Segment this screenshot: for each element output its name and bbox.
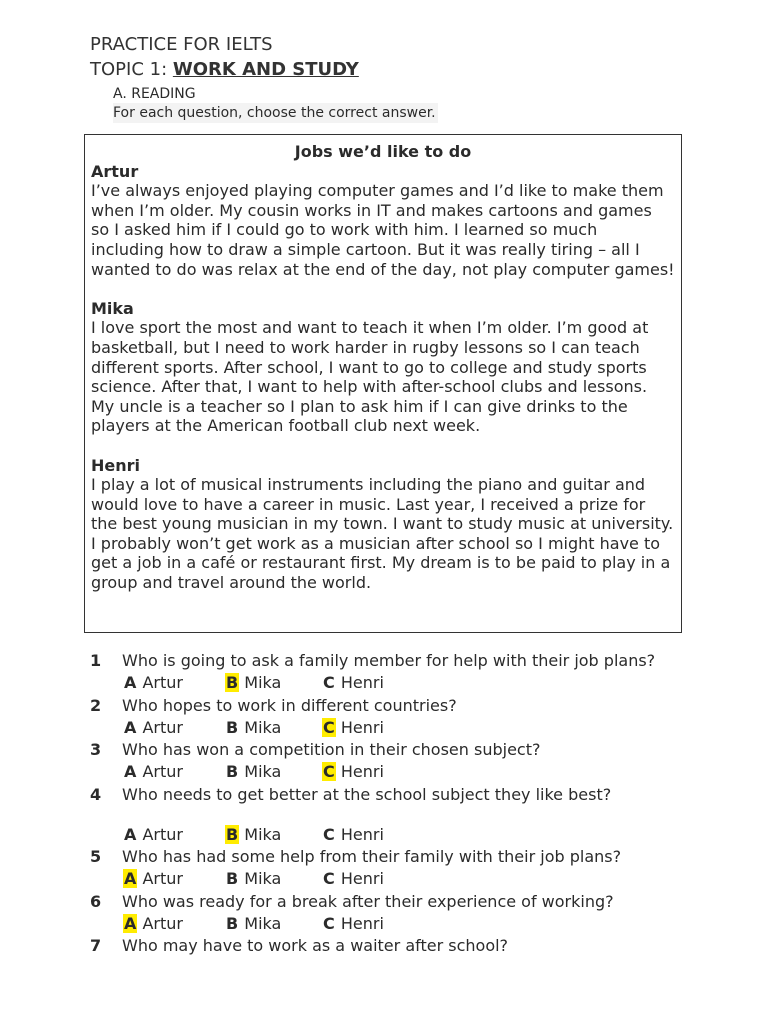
- section-label: A. READING: [113, 86, 196, 102]
- option-name: Mika: [244, 913, 282, 933]
- answer-options: [123, 761, 710, 784]
- passage-person-henri: [91, 456, 675, 593]
- question-number: 1: [90, 651, 102, 670]
- worksheet-header: [90, 32, 359, 82]
- passage-person-mika: [91, 299, 675, 436]
- question-number: 4: [90, 784, 102, 804]
- option-a[interactable]: [123, 672, 183, 695]
- option-letter: A: [124, 762, 137, 781]
- option-letter: A: [124, 717, 137, 737]
- option-letter: C: [323, 913, 335, 933]
- option-letter: C: [323, 762, 335, 781]
- answer-options: [123, 672, 710, 695]
- question-text: Who is going to ask a family member for help with their job plans?: [122, 651, 656, 670]
- question-3: [90, 739, 710, 761]
- reading-passage-box: [84, 134, 682, 633]
- option-name: Mika: [244, 673, 282, 692]
- option-c[interactable]: [322, 717, 384, 740]
- question-text: Who hopes to work in different countries?: [122, 695, 457, 715]
- option-name: Mika: [244, 762, 282, 781]
- spacer: [90, 806, 710, 824]
- question-number: 3: [90, 740, 102, 759]
- option-letter: B: [226, 762, 239, 781]
- option-name: Henri: [340, 913, 384, 933]
- option-b[interactable]: [225, 824, 281, 847]
- option-letter: B: [226, 869, 239, 888]
- option-letter: A: [124, 673, 137, 692]
- question-2: [90, 695, 710, 717]
- question-number: 2: [90, 695, 102, 715]
- question-7: [90, 935, 710, 957]
- option-name: Mika: [244, 717, 282, 737]
- topic-title: WORK AND STUDY: [172, 59, 359, 80]
- option-letter: B: [226, 673, 239, 692]
- question-5: [90, 846, 710, 868]
- option-name: Henri: [340, 762, 384, 781]
- option-name: Artur: [142, 762, 183, 781]
- question-4: [90, 784, 710, 806]
- question-text: Who has had some help from their family with their job plans?: [122, 847, 622, 866]
- question-text: Who needs to get better at the school subject they like best?: [122, 784, 612, 804]
- option-b[interactable]: [225, 913, 281, 936]
- option-letter: C: [323, 824, 335, 844]
- option-letter: B: [226, 824, 239, 844]
- person-name: Henri: [91, 455, 141, 475]
- option-name: Artur: [142, 717, 183, 737]
- answer-options: [123, 913, 710, 936]
- option-name: Artur: [142, 869, 183, 888]
- option-letter: B: [226, 717, 239, 737]
- question-number: 7: [90, 936, 102, 955]
- option-letter: C: [323, 673, 335, 692]
- person-text: I’ve always enjoyed playing computer games and I’d like to make them when I’m older. My cousin works in IT and makes cartoons and games so I asked him if I could go to work with him. I learned so much including how to draw a simple cartoon. But it was really tiring – all I wanted to do was relax at the end of the day, not play computer games!: [91, 181, 675, 279]
- practice-title: PRACTICE FOR IELTS: [90, 34, 273, 55]
- question-number: 6: [90, 891, 102, 911]
- option-a[interactable]: [123, 824, 183, 847]
- option-a[interactable]: [123, 913, 183, 936]
- section-heading: [113, 85, 438, 123]
- option-a[interactable]: [123, 868, 183, 891]
- answer-options: [123, 717, 710, 740]
- instruction-text: For each question, choose the correct answer.: [113, 105, 436, 121]
- question-text: Who may have to work as a waiter after school?: [122, 936, 509, 955]
- option-c[interactable]: [322, 761, 384, 784]
- option-name: Artur: [142, 913, 183, 933]
- question-text: Who has won a competition in their chosen subject?: [122, 740, 541, 759]
- question-text: Who was ready for a break after their experience of working?: [122, 891, 614, 911]
- question-list: [90, 650, 710, 957]
- answer-options: [123, 824, 710, 847]
- option-c[interactable]: [322, 672, 384, 695]
- option-letter: A: [124, 869, 137, 888]
- option-name: Artur: [142, 673, 183, 692]
- option-letter: A: [124, 913, 137, 933]
- question-number: 5: [90, 847, 102, 866]
- question-1: [90, 650, 710, 672]
- option-name: Artur: [142, 824, 183, 844]
- option-b[interactable]: [225, 761, 281, 784]
- option-c[interactable]: [322, 868, 384, 891]
- person-name: Artur: [91, 161, 139, 181]
- question-6: [90, 891, 710, 913]
- option-b[interactable]: [225, 717, 281, 740]
- option-letter: C: [323, 717, 335, 737]
- option-c[interactable]: [322, 824, 384, 847]
- option-letter: A: [124, 824, 137, 844]
- answer-options: [123, 868, 710, 891]
- person-name: Mika: [91, 298, 134, 318]
- option-a[interactable]: [123, 717, 183, 740]
- option-b[interactable]: [225, 672, 281, 695]
- option-name: Henri: [340, 869, 384, 888]
- passage-person-artur: [91, 162, 675, 280]
- option-b[interactable]: [225, 868, 281, 891]
- option-letter: C: [323, 869, 335, 888]
- option-name: Mika: [244, 824, 282, 844]
- person-text: I play a lot of musical instruments including the piano and guitar and would love to have a career in music. Last year, I received a prize for the best young musician in my town. I want to study music at university. I probably won’t get work as a musician after school so I might have to get a job in a café or restaurant first. My dream is to be paid to play in a group and travel around the world.: [91, 475, 674, 593]
- option-a[interactable]: [123, 761, 183, 784]
- person-text: I love sport the most and want to teach it when I’m older. I’m good at basketball, but I need to work harder in rugby lessons so I can teach different sports. After school, I want to go to college and study sports science. After that, I want to help with after-school clubs and lessons. My uncle is a teacher so I plan to ask him if I can give drinks to the players at the American football club next week.: [91, 318, 649, 436]
- option-name: Henri: [340, 824, 384, 844]
- passage-title: Jobs we’d like to do: [294, 142, 472, 161]
- option-name: Henri: [340, 717, 384, 737]
- topic-prefix: TOPIC 1:: [90, 59, 173, 80]
- option-letter: B: [226, 913, 239, 933]
- topic-line: [90, 57, 359, 82]
- option-name: Henri: [340, 673, 384, 692]
- option-c[interactable]: [322, 913, 384, 936]
- option-name: Mika: [244, 869, 282, 888]
